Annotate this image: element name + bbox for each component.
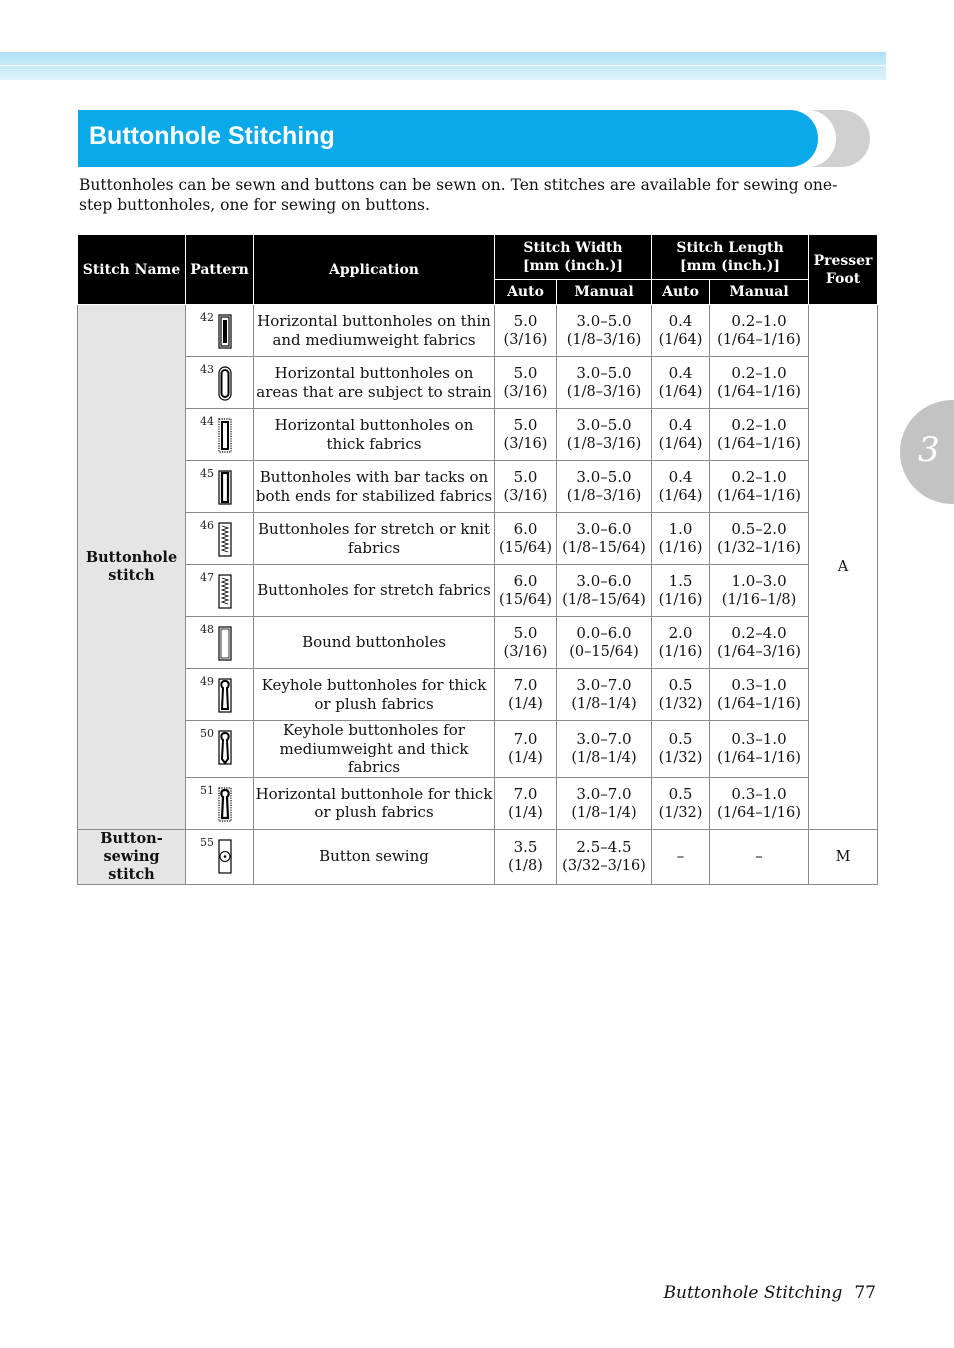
- header-stitch-width: [495, 235, 652, 280]
- length-manual: [710, 305, 809, 357]
- width-manual-value: 3.0–5.0: [576, 468, 632, 486]
- width-auto-inch: (3/16): [503, 332, 548, 348]
- width-manual-inch: (1/8–3/16): [566, 384, 642, 400]
- application-text: Horizontal buttonholes on thin and mediumweight fabrics: [254, 305, 495, 357]
- pattern-number: 50: [200, 727, 214, 740]
- header-width-manual: Manual: [557, 280, 652, 305]
- length-auto-inch: (1/64): [658, 436, 703, 452]
- width-auto: [495, 305, 557, 357]
- length-auto: [652, 829, 710, 884]
- width-auto: [495, 461, 557, 513]
- top-decorative-band: [0, 52, 886, 80]
- length-manual: [710, 409, 809, 461]
- width-auto-value: 6.0: [513, 520, 538, 538]
- width-manual: [557, 777, 652, 829]
- length-auto: [652, 721, 710, 778]
- length-manual-value: 0.2–1.0: [731, 364, 787, 382]
- length-manual: [710, 721, 809, 778]
- length-manual-value: 0.3–1.0: [731, 784, 787, 803]
- table-row: [78, 669, 878, 721]
- width-manual: [557, 829, 652, 884]
- length-manual: [710, 565, 809, 617]
- width-manual-inch: (3/32–3/16): [562, 858, 646, 874]
- length-manual: [710, 357, 809, 409]
- length-manual-inch: (1/64–1/16): [717, 488, 801, 504]
- pattern-cell: [186, 461, 254, 513]
- width-manual-value: 3.0–7.0: [576, 730, 632, 749]
- length-auto-inch: (1/64): [658, 384, 703, 400]
- chapter-tab: [900, 400, 954, 504]
- length-auto-value: 0.5: [668, 784, 693, 803]
- width-manual-inch: (1/8–1/4): [571, 696, 637, 712]
- length-auto: [652, 669, 710, 721]
- length-auto-value: 0.5: [668, 676, 693, 694]
- width-manual-value: 3.0–6.0: [576, 572, 632, 590]
- header-stitch-width-label: Stitch Width: [523, 240, 623, 256]
- length-manual-inch: (1/64–3/16): [717, 644, 801, 660]
- group-buttonhole-stitch: [78, 305, 186, 830]
- length-auto-value: 0.4: [668, 416, 693, 434]
- width-auto-inch: (3/16): [503, 644, 548, 660]
- section-header-bar: [78, 110, 818, 167]
- header-stitch-length-label: Stitch Length: [676, 240, 784, 256]
- pattern-number: 49: [200, 675, 214, 688]
- width-manual-value: 0.0–6.0: [576, 624, 632, 642]
- width-auto: [495, 829, 557, 884]
- width-auto-value: 5.0: [513, 416, 538, 434]
- width-manual-inch: (1/8–3/16): [566, 436, 642, 452]
- width-auto-inch: (1/4): [508, 696, 543, 712]
- width-manual-value: 2.5–4.5: [576, 838, 632, 856]
- application-text: Buttonholes with bar tacks on both ends for stabilized fabrics: [254, 461, 495, 513]
- length-manual-inch: (1/16–1/8): [721, 592, 797, 608]
- width-auto-inch: (15/64): [498, 540, 553, 556]
- width-auto: [495, 669, 557, 721]
- length-manual: [710, 617, 809, 669]
- application-text: Buttonholes for stretch fabrics: [254, 565, 495, 617]
- header-stitch-length-unit: [mm (inch.)]: [679, 258, 781, 274]
- table-row: [78, 513, 878, 565]
- length-auto: [652, 777, 710, 829]
- length-auto: [652, 357, 710, 409]
- length-auto-value: 1.0: [668, 520, 693, 538]
- application-text: Horizontal buttonhole for thick or plush fabrics: [254, 777, 495, 829]
- pattern-number: 45: [200, 467, 214, 480]
- width-manual-inch: (1/8–15/64): [562, 540, 646, 556]
- width-manual-inch: (1/8–1/4): [571, 750, 637, 767]
- table-row: [78, 461, 878, 513]
- width-manual-value: 3.0–5.0: [576, 312, 632, 330]
- header-length-auto: Auto: [652, 280, 710, 305]
- table-row: [78, 357, 878, 409]
- width-auto-inch: (1/4): [508, 804, 543, 821]
- length-manual-inch: (1/64–1/16): [717, 750, 801, 767]
- length-manual: [710, 669, 809, 721]
- pattern-cell: [186, 409, 254, 461]
- width-auto: [495, 565, 557, 617]
- length-manual-inch: (1/64–1/16): [717, 804, 801, 821]
- length-auto-inch: (1/64): [658, 488, 703, 504]
- width-auto: [495, 617, 557, 669]
- application-text: Horizontal buttonholes on thick fabrics: [254, 409, 495, 461]
- header-stitch-length: [652, 235, 809, 280]
- length-auto-inch: (1/16): [658, 644, 703, 660]
- pattern-cell: [186, 565, 254, 617]
- header-length-manual: Manual: [710, 280, 809, 305]
- application-text: Buttonholes for stretch or knit fabrics: [254, 513, 495, 565]
- length-manual: [710, 461, 809, 513]
- width-manual: [557, 461, 652, 513]
- width-auto-value: 6.0: [513, 572, 538, 590]
- pattern-cell: [186, 305, 254, 357]
- width-auto-inch: (1/8): [508, 858, 543, 874]
- presser-foot-m: M: [809, 829, 878, 884]
- width-manual: [557, 565, 652, 617]
- length-auto-value: 0.5: [668, 730, 693, 749]
- header-foot-label: Foot: [825, 270, 861, 287]
- width-auto-value: 5.0: [513, 624, 538, 642]
- width-auto: [495, 513, 557, 565]
- table-row: [78, 305, 878, 357]
- pattern-cell: [186, 357, 254, 409]
- length-auto-value: 0.4: [668, 468, 693, 486]
- pattern-cell: [186, 669, 254, 721]
- length-manual-value: –: [755, 847, 763, 865]
- width-auto: [495, 409, 557, 461]
- length-auto: [652, 461, 710, 513]
- length-manual-value: 0.3–1.0: [731, 676, 787, 694]
- pattern-number: 55: [200, 835, 214, 849]
- width-auto-value: 7.0: [513, 730, 538, 749]
- length-auto: [652, 617, 710, 669]
- length-auto-inch: (1/32): [658, 804, 703, 821]
- header-stitch-width-unit: [mm (inch.)]: [522, 258, 624, 274]
- length-manual-value: 0.2–1.0: [731, 468, 787, 486]
- group-button-sewing-stitch: [78, 829, 186, 884]
- header-width-auto: Auto: [495, 280, 557, 305]
- length-auto-inch: (1/16): [658, 592, 703, 608]
- pattern-number: 47: [200, 571, 214, 584]
- length-manual-value: 0.3–1.0: [731, 730, 787, 749]
- stitch-table: [77, 234, 878, 885]
- width-manual-value: 3.0–6.0: [576, 520, 632, 538]
- width-auto-inch: (3/16): [503, 384, 548, 400]
- width-manual-value: 3.0–7.0: [576, 676, 632, 694]
- length-auto: [652, 409, 710, 461]
- length-manual-inch: (1/32–1/16): [717, 540, 801, 556]
- width-manual-inch: (1/8–1/4): [571, 804, 637, 821]
- pattern-cell: [186, 777, 254, 829]
- length-manual-value: 0.2–1.0: [731, 416, 787, 434]
- width-manual-value: 3.0–5.0: [576, 416, 632, 434]
- width-auto-value: 5.0: [513, 364, 538, 382]
- pattern-number: 44: [200, 415, 214, 428]
- length-auto: [652, 305, 710, 357]
- width-auto-value: 5.0: [513, 468, 538, 486]
- width-manual: [557, 357, 652, 409]
- length-manual-inch: (1/64–1/16): [717, 436, 801, 452]
- length-manual-inch: (1/64–1/16): [717, 696, 801, 712]
- table-row: [78, 829, 878, 884]
- group-label-line2: stitch: [108, 566, 155, 584]
- application-text: Bound buttonholes: [254, 617, 495, 669]
- page-footer: [664, 1283, 877, 1303]
- pattern-cell: [186, 721, 254, 778]
- width-auto: [495, 777, 557, 829]
- width-manual-inch: (1/8–15/64): [562, 592, 646, 608]
- length-manual-inch: (1/64–1/16): [717, 384, 801, 400]
- width-auto-inch: (3/16): [503, 436, 548, 452]
- application-text: Keyhole buttonholes for mediumweight and thick fabrics: [254, 721, 495, 778]
- length-manual-value: 0.2–1.0: [731, 312, 787, 330]
- width-auto: [495, 721, 557, 778]
- pattern-number: 46: [200, 519, 214, 532]
- width-auto-inch: (15/64): [498, 592, 553, 608]
- length-auto-inch: (1/64): [658, 332, 703, 348]
- width-manual: [557, 305, 652, 357]
- pattern-cell: [186, 513, 254, 565]
- width-manual: [557, 513, 652, 565]
- length-auto-value: 0.4: [668, 312, 693, 330]
- length-auto-inch: (1/32): [658, 696, 703, 712]
- length-auto-inch: (1/32): [658, 750, 703, 767]
- presser-foot-a: A: [809, 305, 878, 830]
- group-label-line1: Button-: [100, 829, 163, 847]
- table-row: [78, 721, 878, 778]
- pattern-number: 43: [200, 363, 214, 376]
- intro-paragraph: Buttonholes can be sewn and buttons can be sewn on. Ten stitches are available for sewing one-step buttonholes, one for sewing on buttons.: [79, 176, 838, 214]
- width-manual-inch: (1/8–3/16): [566, 332, 642, 348]
- table-row: [78, 617, 878, 669]
- group-label-line2: sewing stitch: [103, 847, 160, 883]
- width-auto: [495, 357, 557, 409]
- pattern-cell: [186, 617, 254, 669]
- length-manual-value: 1.0–3.0: [731, 572, 787, 590]
- length-manual: [710, 777, 809, 829]
- length-manual-value: 0.5–2.0: [731, 520, 787, 538]
- table-row: [78, 409, 878, 461]
- pattern-number: 48: [200, 623, 214, 636]
- length-auto-value: 1.5: [668, 572, 693, 590]
- width-manual: [557, 721, 652, 778]
- width-auto-inch: (3/16): [503, 488, 548, 504]
- length-auto-value: 2.0: [668, 624, 693, 642]
- width-manual: [557, 409, 652, 461]
- length-auto: [652, 565, 710, 617]
- length-auto-value: –: [676, 847, 685, 865]
- table-row: [78, 777, 878, 829]
- footer-title: Buttonhole Stitching: [663, 1283, 843, 1303]
- width-auto-value: 3.5: [513, 838, 538, 856]
- pattern-cell: [186, 829, 254, 884]
- width-auto-value: 7.0: [513, 784, 538, 803]
- width-manual-inch: (0–15/64): [569, 644, 639, 660]
- header-pattern: Pattern: [186, 235, 254, 305]
- application-text: Keyhole buttonholes for thick or plush fabrics: [254, 669, 495, 721]
- header-stitch-name: Stitch Name: [78, 235, 186, 305]
- header-application: Application: [254, 235, 495, 305]
- length-auto: [652, 513, 710, 565]
- width-auto-inch: (1/4): [508, 750, 543, 767]
- length-manual-inch: (1/64–1/16): [717, 332, 801, 348]
- width-manual: [557, 669, 652, 721]
- width-auto-value: 5.0: [513, 312, 538, 330]
- width-manual: [557, 617, 652, 669]
- length-auto-inch: (1/16): [658, 540, 703, 556]
- pattern-number: 42: [200, 311, 214, 324]
- length-auto-value: 0.4: [668, 364, 693, 382]
- table-row: [78, 565, 878, 617]
- length-manual-value: 0.2–4.0: [731, 624, 787, 642]
- width-manual-value: 3.0–7.0: [576, 784, 632, 803]
- application-text: Button sewing: [254, 829, 495, 884]
- header-presser-label: Presser: [813, 252, 873, 269]
- page-number: 77: [854, 1283, 876, 1303]
- section-title: Buttonhole Stitching: [89, 122, 335, 150]
- chapter-number: 3: [918, 430, 940, 470]
- width-manual-inch: (1/8–3/16): [566, 488, 642, 504]
- length-manual: [710, 829, 809, 884]
- width-manual-value: 3.0–5.0: [576, 364, 632, 382]
- header-presser-foot: [809, 235, 878, 305]
- application-text: Horizontal buttonholes on areas that are subject to strain: [254, 357, 495, 409]
- group-label-line1: Buttonhole: [85, 548, 178, 566]
- width-auto-value: 7.0: [513, 676, 538, 694]
- pattern-number: 51: [200, 783, 214, 797]
- length-manual: [710, 513, 809, 565]
